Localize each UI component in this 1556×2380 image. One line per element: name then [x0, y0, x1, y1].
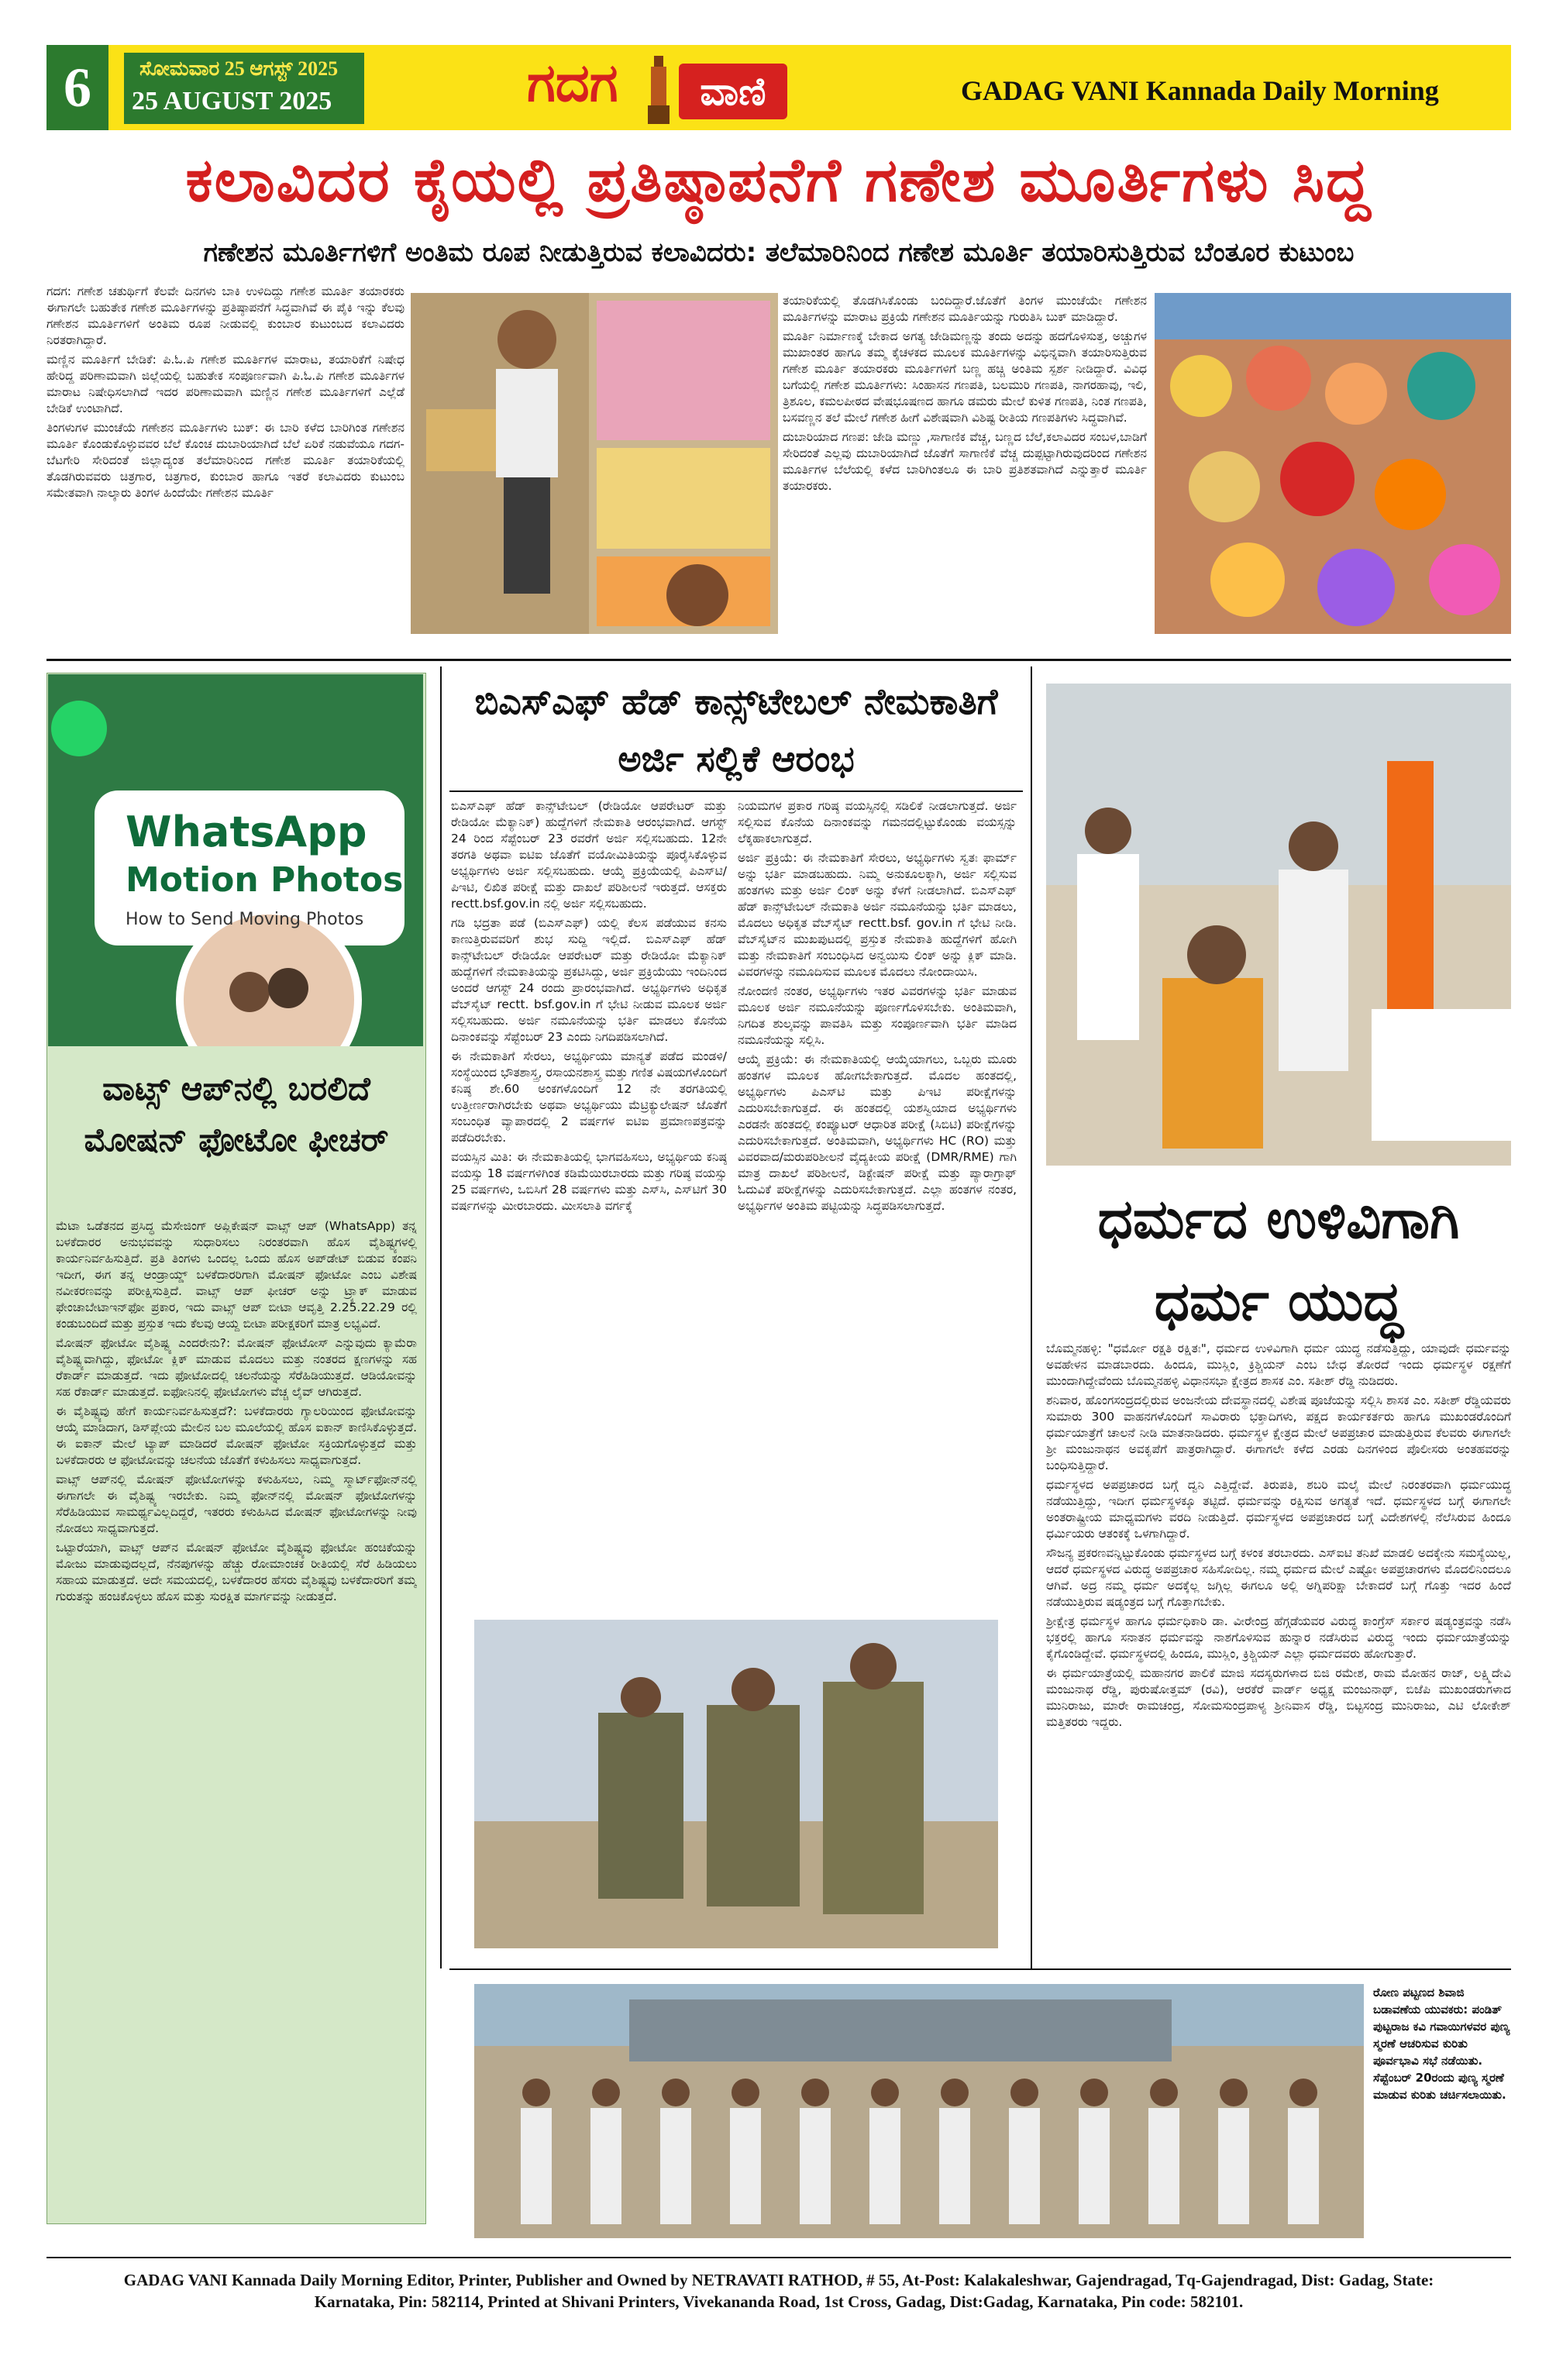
rally-illustration — [1046, 684, 1511, 1166]
paragraph: ಮೆಟಾ ಒಡೆತನದ ಪ್ರಸಿದ್ಧ ಮೆಸೇಜಿಂಗ್ ಅಪ್ಲಿಕೇಷನ್ ವಾಟ್ಸ್ ಆಪ್ (WhatsApp) ತನ್ನ ಬಳಕೆದಾರರ ಅನುಭವವನ್ನು ಸುಧಾರಿಸಲು ನಿರಂತರವಾಗಿ ಹೊಸ ವೈಶಿಷ್ಟ್ಯಗಳಲ್ಲಿ ಕಾರ್ಯನಿರ್ವಹಿಸುತ್ತಿದೆ. ಪ್ರತಿ ತಿಂಗಳು ಒಂದಲ್ಲ ಒಂದು ಹೊಸ ಅಪ್‌ಡೇಟ್ ಬಿಡುವ ಕಂಪನಿ ಇದೀಗ, ಈಗ ತನ್ನ ಆಂಡ್ರಾಯ್ಡ್ ಬಳಕೆದಾರರಿಗಾಗಿ ಮೋಷನ್ ಫೋಟೋ ಎಂಬ ವಿಶೇಷ ನವೀಕರಣವನ್ನು ಪರೀಕ್ಷಿಸುತ್ತಿದೆ. ವಾಟ್ಸ್ ಆಪ್ ಫೀಚರ್ ಅನ್ನು ಟ್ರ್ಯಾಕ್ ಮಾಡುವ ಫೇಂಚಾಬೇಟಾಇನ್‌ಫೋ ಪ್ರಕಾರ, ಇದು ವಾಟ್ಸ್ ಆಪ್ ಬೀಟಾ ಆವೃತ್ತಿ 2.25.22.29 ರಲ್ಲಿ ಕಂಡುಬಂದಿದೆ ಮತ್ತು ಪ್ರಸ್ತುತ ಇದು ಕೆಲವು ಆಯ್ದ ಬೀಟಾ ಪರೀಕ್ಷಕರಿಗೆ ಮಾತ್ರ ಲಭ್ಯವಿದೆ. — [56, 1219, 417, 1331]
column-rule — [440, 666, 442, 1968]
section-rule — [46, 659, 1511, 661]
paragraph: ಶ್ರೀಕ್ಷೇತ್ರ ಧರ್ಮಸ್ಥಳ ಹಾಗೂ ಧರ್ಮಧಿಕಾರಿ ಡಾ. ವೀರೇಂದ್ರ ಹೆಗ್ಗಡೆಯವರ ವಿರುದ್ಧ ಕಾಂಗ್ರೆಸ್ ಸರ್ಕಾರ ಷಡ್ಯಂತ್ರವನ್ನು ನಡೆಸಿ ಭಕ್ತರಲ್ಲಿ ಹಾಗೂ ಸನಾತನ ಧರ್ಮವನ್ನು ನಾಶಗೊಳಿಸುವ ಹುನ್ನಾರ ನಡೆಸಿರುವ ವಿರುದ್ಧ ಇಂದು ಧರ್ಮಯಾತ್ರೆಯನ್ನು ಕೈಗೊಂಡಿದ್ದೇವೆ. ಧರ್ಮಸ್ಥಳದಲ್ಲಿ ಹಿಂದೂ, ಮುಸ್ಲಿಂ, ಕ್ರಿಶ್ಚಿಯನ್ ಎಲ್ಲಾ ಧರ್ಮದವರು ಹೋಗುತ್ತಾರೆ. — [1046, 1614, 1511, 1661]
paragraph: ವಯಸ್ಸಿನ ಮಿತಿ: ಈ ನೇಮಕಾತಿಯಲ್ಲಿ ಭಾಗವಹಿಸಲು, ಅಭ್ಯರ್ಥಿಯ ಕನಿಷ್ಠ ವಯಸ್ಸು 18 ವರ್ಷಗಳಿಗಿಂತ ಕಡಿಮೆಯಿರಬಾರದು ಮತ್ತು ಗರಿಷ್ಠ ವಯಸ್ಸು 25 ವರ್ಷಗಳು, ಒಬಿಸಿಗೆ 28 ವರ್ಷಗಳು ಮತ್ತು ಎಸ್‌ಸಿ, ಎಸ್‌ಟಿಗೆ 30 ವರ್ಷಗಳನ್ನು ಮೀರಬಾರದು. ಮೀಸಲಾತಿ ವರ್ಗಕ್ಕೆ — [451, 1150, 727, 1213]
paragraph: ತಿಂಗಳುಗಳ ಮುಂಚೆಯೆ ಗಣೇಶನ ಮೂರ್ತಿಗಳು ಬುಕ್: ಈ ಬಾರಿ ಕಳೆದ ಬಾರಿಗಿಂತ ಗಣೇಶನ ಮೂರ್ತಿ ಕೊಂಡುಕೊಳ್ಳುವವರ ಬೆಲೆ ಕೊಂಚ ದುಬಾರಿಯಾಗಿದೆ ಬೆಲೆ ಏರಿಕೆ ನಡುವೆಯೂ ಗದಗ-ಬೆಟಗೇರಿ ಸೇರಿದಂತೆ ಜಿಲ್ಲಾದ್ಯಂತ ತಲೆಮಾರಿನಿಂದ ಗಣೇಶ ಮೂರ್ತಿ ತಯಾರಿಕೆಯಲ್ಲಿ ತೊಡಗಿರುವವರು ಚಿತ್ರಗಾರ, ಚಿತ್ರಗಾರ, ಕುಂಬಾರ ಹಾಗೂ ಇತರೆ ಕಲಾವಿದರು ಕುಟುಂಬ ಸಮೇತವಾಗಿ ನಾಲ್ಕಾರು ತಿಂಗಳ ಹಿಂದೆಯೇ ಗಣೇಶನ ಮೂರ್ತಿ — [46, 421, 404, 500]
artisan-photo-illustration — [411, 293, 778, 634]
column-rule — [1031, 666, 1032, 1968]
imprint-line-2: Karnataka, Pin: 582114, Printed at Shivani Printers, Vivekananda Road, 1st Cross, Gadag, Dist:Gadag, Karnataka, Pin code: 582101. — [314, 2292, 1244, 2311]
bsf-rule — [449, 790, 1023, 792]
paragraph: ಒಟ್ಟಾರೆಯಾಗಿ, ವಾಟ್ಸ್ ಆಪ್‌ನ ಮೋಷನ್ ಫೋಟೋ ವೈಶಿಷ್ಟ್ಯವು ಫೋಟೋ ಹಂಚಿಕೆಯನ್ನು ಮೋಜು ಮಾಡುವುದಲ್ಲದೆ, ನೆನಪುಗಳನ್ನು ಹೆಚ್ಚು ರೋಮಾಂಚಕ ರೀತಿಯಲ್ಲಿ ಸೆರೆ ಹಿಡಿಯಲು ಸಹಾಯ ಮಾಡುತ್ತದೆ. ಅದೇ ಸಮಯದಲ್ಲಿ, ಬಳಕೆದಾರರ ಹೆಸರು ವೈಶಿಷ್ಟ್ಯವು ಬಳಕೆದಾರರಿಗೆ ತಮ್ಮ ಗುರುತನ್ನು ಹಂಚಿಕೊಳ್ಳಲು ಹೊಸ ಮತ್ತು ಸುರಕ್ಷಿತ ಮಾರ್ಗವನ್ನು ನೀಡುತ್ತದೆ. — [56, 1541, 417, 1603]
paragraph: ಗಡಿ ಭದ್ರತಾ ಪಡೆ (ಬಿಎಸ್‌ಎಫ್) ಯಲ್ಲಿ ಕೆಲಸ ಪಡೆಯುವ ಕನಸು ಕಾಣುತ್ತಿರುವವರಿಗೆ ಶುಭ ಸುದ್ದಿ ಇಲ್ಲಿದೆ. ಬಿಎಸ್‌ಎಫ್ ಹೆಡ್ ಕಾನ್ಸ್‌ಟೇಬಲ್ ರೇಡಿಯೋ ಆಪರೇಟರ್ ಮತ್ತು ರೇಡಿಯೋ ಮೆಕ್ಯಾನಿಕ್ ಹುದ್ದೆಗಳಿಗೆ ನೇಮಕಾತಿಯನ್ನು ಪ್ರಕಟಿಸಿದ್ದು, ಅರ್ಜಿ ಪ್ರಕ್ರಿಯೆಯು ಇಂದಿನಿಂದ ಅಂದರೆ ಆಗಸ್ಟ್ 24 ರಂದು ಪ್ರಾರಂಭವಾಗಿದೆ. ಅಭ್ಯರ್ಥಿಗಳು ಅಧಿಕೃತ ವೆಬ್‌ಸೈಟ್ rectt. bsf.gov.in ಗೆ ಭೇಟಿ ನೀಡುವ ಮೂಲಕ ಅರ್ಜಿ ಸಲ್ಲಿಸಬಹುದು. ಅರ್ಜಿ ನಮೂನೆಯನ್ನು ಭರ್ತಿ ಮಾಡಲು ಕೊನೆಯ ದಿನಾಂಕವನ್ನು ಸೆಪ್ಟೆಂಬರ್ 23 ಎಂದು ನಿಗದಿಪಡಿಸಲಾಗಿದೆ. — [451, 916, 727, 1044]
section-rule — [449, 1968, 1511, 1970]
whatsapp-body — [56, 1218, 417, 2216]
paragraph: ಈ ಧರ್ಮಯಾತ್ರೆಯಲ್ಲಿ ಮಹಾನಗರ ಪಾಲಿಕೆ ಮಾಜಿ ಸದಸ್ಯರುಗಳಾದ ಬಿಜಿ ರಮೇಶ, ರಾಮ ಮೋಹನ ರಾಜ್, ಲಕ್ಷ್ಮಿದೇವಿ ಮಂಜುನಾಥ ರೆಡ್ಡಿ, ಪುರುಷೋತ್ತಮ್ (ರವಿ), ಆರಕೆರೆ ವಾರ್ಡ್ ಅಧ್ಯಕ್ಷ ಮಂಜುನಾಥ್, ಬಿಜೆಪಿ ಮುಖಂಡರುಗಳಾದ ಮುನಿರಾಜು, ಮಾರೇ ರಾಮಚಂದ್ರ, ಸೋಮಸುಂದ್ರಪಾಳ್ಯ ಶ್ರೀನಿವಾಸ ರೆಡ್ಡಿ, ಬಿಟ್ಟಸಂದ್ರ ಮುನಿರಾಜು, ಎಟಿ ಲೋಕೇಶ್ ಮತ್ತಿತರರು ಇದ್ದರು. — [1046, 1666, 1511, 1729]
paragraph: ಧರ್ಮಸ್ಥಳದ ಅಪಪ್ರಚಾರದ ಬಗ್ಗೆ ದ್ವನಿ ಎತ್ತಿದ್ದೇವೆ. ತಿರುಪತಿ, ಶಬರಿ ಮಲೈ ಮೇಲೆ ನಿರಂತರವಾಗಿ ಧರ್ಮಯುದ್ಧ ನಡೆಯುತ್ತಿದ್ದು, ಇದೀಗ ಧರ್ಮಸ್ಥಳಕ್ಕೂ ತಟ್ಟಿದೆ. ಧರ್ಮವನ್ನು ರಕ್ಷಿಸುವ ಅಗತ್ಯತೆ ಇದೆ. ಧರ್ಮಸ್ಥಳದ ಬಗ್ಗೆ ಈಗಾಗಲೇ ಅಂತರಾಷ್ಟ್ರೀಯ ಮಾಧ್ಯಮಗಳು ವರದಿ ನೀಡುತ್ತಿದೆ. ಧರ್ಮಸ್ಥಳದ ಅಪಪ್ರಚಾರದ ಬಗ್ಗೆ ವಿದೇಶಗಳಲ್ಲಿ ನೆಲೆಸಿರುವ ಹಿಂದೂ ಧರ್ಮಿಯರು ಆತಂಕಕ್ಕೆ ಒಳಗಾಗಿದ್ದಾರೆ. — [1046, 1478, 1511, 1541]
lead-headline: ಕಲಾವಿದರ ಕೈಯಲ್ಲಿ ಪ್ರತಿಷ್ಠಾಪನೆಗೆ ಗಣೇಶ ಮೂರ್ತಿಗಳು ಸಿದ್ದ — [185, 146, 1372, 215]
paragraph: ಆಯ್ಕೆ ಪ್ರಕ್ರಿಯೆ: ಈ ನೇಮಕಾತಿಯಲ್ಲಿ ಆಯ್ಕೆಯಾಗಲು, ಒಬ್ಬರು ಮೂರು ಹಂತಗಳ ಮೂಲಕ ಹೋಗಬೇಕಾಗುತ್ತದೆ. ಮೊದಲ ಹಂತದಲ್ಲಿ, ಅಭ್ಯರ್ಥಿಗಳು ಪಿಎಸ್‌ಟಿ ಮತ್ತು ಪಿಇಟಿ ಪರೀಕ್ಷೆಗಳನ್ನು ಎದುರಿಸಬೇಕಾಗುತ್ತದೆ. ಈ ಹಂತದಲ್ಲಿ ಯಶಸ್ವಿಯಾದ ಅಭ್ಯರ್ಥಿಗಳು ಎರಡನೇ ಹಂತದಲ್ಲಿ ಕಂಪ್ಯೂಟರ್ ಆಧಾರಿತ ಪರೀಕ್ಷೆ (ಸಿಬಿಟಿ) ಪರೀಕ್ಷೆಗಳನ್ನು ಎದುರಿಸಬೇಕಾಗುತ್ತದೆ. ಅಂತಿಮವಾಗಿ, ಅಭ್ಯರ್ಥಿಗಳು HC (RO) ಮತ್ತು ವಿವರವಾದ/ಮರುಪರಿಶೀಲನೆ ವೈದ್ಯಕೀಯ ಪರೀಕ್ಷೆ (DMR/RME) ಗಾಗಿ ಮಾತ್ರ ದಾಖಲೆ ಪರಿಶೀಲನೆ, ಡಿಕ್ಟೇಷನ್ ಪರೀಕ್ಷೆ ಮತ್ತು ಪ್ಯಾರಾಗ್ರಾಫ್ ಓದುವಿಕೆ ಪರೀಕ್ಷೆಗಳನ್ನು ಎದುರಿಸಬೇಕಾಗುತ್ತದೆ. ಎಲ್ಲಾ ಹಂತಗಳ ನಂತರ, ಅಭ್ಯರ್ಥಿಗಳ ಅಂತಿಮ ಪಟ್ಟಿಯನ್ನು ಸಿದ್ಧಪಡಿಸಲಾಗುತ್ತದೆ. — [738, 1052, 1017, 1213]
bsf-headline: ಬಿಎಸ್‌ಎಫ್ ಹೆಡ್ ಕಾನ್ಸ್‌ಟೇಬಲ್ ನೇಮಕಾತಿಗೆ ಅರ್ಜಿ ಸಲ್ಲಿಕೆ ಆರಂಭ — [474, 680, 998, 780]
group-photo-caption: ರೋಣ ಪಟ್ಟಣದ ಶಿವಾಜಿ ಬಡಾವಣೆಯ ಯುವಕರು: ಪಂಡಿತ್ ಪುಟ್ಟರಾಜ ಕವಿ ಗವಾಯಿಗಳವರ ಪುಣ್ಯ ಸ್ಮರಣೆ ಆಚರಿಸುವ ಕುರಿತು ಪೂರ್ವಭಾವಿ ಸಭೆ ನಡೆಯಿತು. ಸೆಪ್ಟೆಂಬರ್ 20ರಂದು ಪುಣ್ಯ ಸ್ಮರಣೆ ಮಾಡುವ ಕುರಿತು ಚರ್ಚಿಸಲಾಯಿತು. — [1373, 1986, 1510, 2102]
lead-photo-idols — [1155, 293, 1511, 634]
paragraph: ಮೋಷನ್ ಫೋಟೋ ವೈಶಿಷ್ಟ್ಯ ಎಂದರೇನು?: ಮೋಷನ್ ಫೋಟೋಸ್ ಎನ್ನುವುದು ಕ್ಯಾಮೆರಾ ವೈಶಿಷ್ಟ್ಯವಾಗಿದ್ದು, ಫೋಟೋ ಕ್ಲಿಕ್ ಮಾಡುವ ಮೊದಲು ಮತ್ತು ನಂತರದ ಕ್ಷಣಗಳನ್ನು ಸಹ ರೆಕಾರ್ಡ್ ಮಾಡುತ್ತದೆ. ಇದು ಫೋಟೋದಲ್ಲಿ ಚಲನೆಯನ್ನು ಸೆರೆಹಿಡಿಯುತ್ತದೆ. ಆಡಿಯೋವನ್ನು ಸಹ ರೆಕಾರ್ಡ್ ಮಾಡುತ್ತದೆ. ಐಫೋನಿನಲ್ಲಿ ಫೋಟೋಗಳು ವೆಚ್ಚ ಲೈವ್ ಆಗಿರುತ್ತದೆ. — [56, 1336, 417, 1399]
date-english: 25 AUGUST 2025 — [132, 87, 332, 115]
bsf-soldiers-photo — [474, 1620, 998, 1948]
logo-vani: ವಾಣಿ — [679, 64, 787, 119]
paragraph: ಮಣ್ಣಿನ ಮೂರ್ತಿಗೆ ಬೇಡಿಕೆ: ಪಿ.ಓ.ಪಿ ಗಣೇಶ ಮೂರ್ತಿಗಳ ಮಾರಾಟ, ತಯಾರಿಕೆಗೆ ನಿಷೇಧ ಹೇರಿದ್ದ ಪರಿಣಾಮವಾಗಿ ಜಿಲ್ಲೆಯಲ್ಲಿ ಬಹುತೇಕ ಸಂಪೂರ್ಣವಾಗಿ ಪಿ.ಓ.ಪಿ ಗಣೇಶ ಮೂರ್ತಿಗಳ ಮಾರಾಟ ನಿಷೇಧಿಸಲಾಗಿದೆ ಇದರ ಪರಿಣಾಮವಾಗಿ ಮಣ್ಣಿನ ಗಣೇಶ ಮೂರ್ತಿಗಳಿಗೆ ಎಲ್ಲೆಡೆ ಬೇಡಿಕೆ ಉಂಟಾಗಿದೆ. — [46, 353, 404, 415]
page-number: 6 — [46, 45, 108, 130]
paragraph: ಈ ವೈಶಿಷ್ಟ್ಯವು ಹೇಗೆ ಕಾರ್ಯನಿರ್ವಹಿಸುತ್ತದೆ?: ಬಳಕೆದಾರರು ಗ್ಯಾಲರಿಯಿಂದ ಫೋಟೋವನ್ನು ಆಯ್ಕೆ ಮಾಡಿದಾಗ, ಡಿಸ್‌ಪ್ಲೇಯ ಮೇಲಿನ ಬಲ ಮೂಲೆಯಲ್ಲಿ ಹೊಸ ಐಕಾನ್ ಕಾಣಿಸಿಕೊಳ್ಳುತ್ತದೆ. ಈ ಐಕಾನ್ ಮೇಲೆ ಟ್ಯಾಪ್ ಮಾಡಿದರೆ ಮೋಷನ್ ಫೋಟೋ ಸಕ್ರಿಯಗೊಳ್ಳುತ್ತದೆ ಮತ್ತು ಬಳಕೆದಾರರು ಆ ಫೋಟೋವನ್ನು ಚಲನೆಯ ಜೊತೆಗೆ ಕಳುಹಿಸಲು ಸಾಧ್ಯವಾಗುತ್ತದೆ. — [56, 1404, 417, 1467]
logo-text: ಗದಗ — [527, 53, 618, 114]
paragraph: ವಾಟ್ಸ್ ಆಪ್‌ನಲ್ಲಿ ಮೋಷನ್ ಫೋಟೋಗಳನ್ನು ಕಳುಹಿಸಲು, ನಿಮ್ಮ ಸ್ಮಾರ್ಟ್‌ಫೋನ್‌ನಲ್ಲಿ ಈಗಾಗಲೇ ಈ ವೈಶಿಷ್ಟ್ಯ ಇರಬೇಕು. ನಿಮ್ಮ ಫೋನ್‌ನಲ್ಲಿ ಮೋಷನ್ ಫೋಟೋಗಳನ್ನು ಸೆರೆಹಿಡಿಯುವ ಸಾಮರ್ಥ್ಯವಿಲ್ಲದಿದ್ದರೆ, ಇತರರು ಕಳುಹಿಸಿದ ಮೋಷನ್ ಫೋಟೋಗಳನ್ನು ನೀವು ನೋಡಲು ಸಾಧ್ಯವಾಗುತ್ತದೆ. — [56, 1472, 417, 1535]
ganesha-idols-illustration — [1155, 293, 1511, 634]
paragraph: ಬಿಎಸ್‌ಎಫ್ ಹೆಡ್ ಕಾನ್ಸ್‌ಟೇಬಲ್ (ರೇಡಿಯೋ ಆಪರೇಟರ್ ಮತ್ತು ರೇಡಿಯೋ ಮೆಕ್ಯಾನಿಕ್) ಹುದ್ದೆಗಳಿಗೆ ನೇಮಕಾತಿ ಆರಂಭವಾಗಿದೆ. ಆಗಸ್ಟ್ 24 ರಿಂದ ಸೆಪ್ಟೆಂಬರ್ 23 ರವರೆಗೆ ಅರ್ಜಿ ಸಲ್ಲಿಸಬಹುದು. 12ನೇ ತರಗತಿ ಅಥವಾ ಐಟಿಐ ಜೊತೆಗೆ ವಯೋಮಿತಿಯನ್ನು ಪೂರೈಸಿಕೊಳ್ಳುವ ಅಭ್ಯರ್ಥಿಗಳು ಅರ್ಜಿ ಸಲ್ಲಿಸಬಹುದು. ಆಯ್ಕೆ ಪ್ರಕ್ರಿಯೆಯಲ್ಲಿ ಪಿಎಸ್‌ಟಿ/ ಪಿಇಟಿ, ಲಿಖಿತ ಪರೀಕ್ಷೆ ಮತ್ತು ದಾಖಲೆ ಪರಿಶೀಲನೆ ಇರುತ್ತದೆ. ಆಸಕ್ತರು rectt.bsf.gov.in ನಲ್ಲಿ ಅರ್ಜಿ ಸಲ್ಲಿಸಬಹುದು. — [451, 799, 727, 911]
lead-photo-artisans — [411, 293, 778, 634]
dharma-body — [1046, 1341, 1511, 1961]
group-photo — [474, 1984, 1364, 2238]
paragraph: ಶನಿವಾರ, ಹೊಂಗಸಂದ್ರದಲ್ಲಿರುವ ಅಂಜನೇಯ ದೇವಸ್ಥಾನದಲ್ಲಿ ವಿಶೇಷ ಪೂಜೆಯನ್ನು ಸಲ್ಲಿಸಿ ಶಾಸಕ ಎಂ. ಸತೀಶ್ ರೆಡ್ಡಿಯವರು ಸುಮಾರು 300 ವಾಹನಗಳೊಂದಿಗೆ ಸಾವಿರಾರು ಭಕ್ತಾದಿಗಳು, ಪಕ್ಷದ ಕಾರ್ಯಕರ್ತರು ಹಾಗೂ ಮುಖಂಡರೊಂದಿಗೆ ಧರ್ಮಯಾತ್ರೆಗೆ ಚಾಲನೆ ನೀಡಿ ಮಾತನಾಡಿದರು. ಧರ್ಮಸ್ಥಳ ಕ್ಷೇತ್ರದ ಮೇಲೆ ಅಪಪ್ರಚಾರ ಮಾಡುತ್ತಿರುವ ಕೆಲವರು ಈಗಾಗಲೇ ಶ್ರೀ ಮಂಜುನಾಥನ ಅವಕೃಪೆಗೆ ಪಾತ್ರರಾಗಿದ್ದಾರೆ. ಈಗಾಗಲೇ ಕಳೆದ ಎರಡು ದಿನಗಳಿಂದ ಪೊಲೀಸರು ಅಂತಹವರನ್ನು ಬಂಧಿಸುತ್ತಿದ್ದಾರೆ. — [1046, 1393, 1511, 1472]
paragraph: ಅರ್ಜಿ ಪ್ರಕ್ರಿಯೆ: ಈ ನೇಮಕಾತಿಗೆ ಸೇರಲು, ಅಭ್ಯರ್ಥಿಗಳು ಸ್ವತಃ ಫಾರ್ಮ್ ಅನ್ನು ಭರ್ತಿ ಮಾಡಬಹುದು. ನಿಮ್ಮ ಅನುಕೂಲಕ್ಕಾಗಿ, ಅರ್ಜಿ ಸಲ್ಲಿಸುವ ಹಂತಗಳು ಮತ್ತು ಅರ್ಜಿ ಲಿಂಕ್ ಅನ್ನು ಕೆಳಗೆ ನೀಡಲಾಗಿದೆ. ಬಿಎಸ್‌ಎಫ್ ಹೆಡ್ ಕಾನ್ಸ್‌ಟೇಬಲ್ ನೇಮಕಾತಿ ಅರ್ಜಿ ನಮೂನೆಯನ್ನು ಭರ್ತಿ ಮಾಡಲು, ಮೊದಲು ಅಧಿಕೃತ ವೆಬ್‌ಸೈಟ್ rectt.bsf. gov.in ಗೆ ಭೇಟಿ ನೀಡಿ. ವೆಬ್‌ಸೈಟ್‌ನ ಮುಖಪುಟದಲ್ಲಿ ಪ್ರಸ್ತುತ ನೇಮಕಾತಿ ಹುದ್ದೆಗಳಿಗೆ ಹೋಗಿ ಮತ್ತು ನೇಮಕಾತಿಗೆ ಸಂಬಂಧಿಸಿದ ಅನ್ವಯಿಸು ಲಿಂಕ್ ಅನ್ನು ಕ್ಲಿಕ್ ಮಾಡಿ. ವಿವರಗಳನ್ನು ನಮೂದಿಸುವ ಮೂಲಕ ಮೊದಲು ನೋಂದಾಯಿಸಿ. — [738, 851, 1017, 979]
newspaper-logo — [527, 48, 790, 127]
group-illustration — [474, 1984, 1364, 2238]
lead-column-1 — [46, 284, 404, 648]
whatsapp-image-title-2: Motion Photos — [126, 860, 404, 900]
whatsapp-headline: ವಾಟ್ಸ್ ಆಪ್‌ನಲ್ಲಿ ಬರಲಿದೆ ಮೋಷನ್ ಫೋಟೋ ಫೀಚರ್ — [84, 1069, 389, 1159]
paragraph: ನೋಂದಣಿ ನಂತರ, ಅಭ್ಯರ್ಥಿಗಳು ಇತರ ವಿವರಗಳನ್ನು ಭರ್ತಿ ಮಾಡುವ ಮೂಲಕ ಅರ್ಜಿ ನಮೂನೆಯನ್ನು ಪೂರ್ಣಗೊಳಿಸಬೇಕು. ಅಂತಿಮವಾಗಿ, ನಿಗದಿತ ಶುಲ್ಕವನ್ನು ಪಾವತಿಸಿ ಮತ್ತು ಸಂಪೂರ್ಣವಾಗಿ ಭರ್ತಿ ಮಾಡಿದ ನಮೂನೆಯನ್ನು ಸಲ್ಲಿಸಿ. — [738, 984, 1017, 1047]
dharma-headline: ಧರ್ಮದ ಉಳಿವಿಗಾಗಿ ಧರ್ಮ ಯುದ್ಧ — [1097, 1187, 1460, 1333]
imprint-line-1: GADAG VANI Kannada Daily Morning Editor, Printer, Publisher and Owned by NETRAVATI RATHOD, # 55, At-Post: Kalakaleshwar, Gajendragad, Tq-Gajendragad, Dist: Gadag, State: — [123, 2271, 1434, 2289]
paragraph: ನಿಯಮಗಳ ಪ್ರಕಾರ ಗರಿಷ್ಠ ವಯಸ್ಸಿನಲ್ಲಿ ಸಡಿಲಿಕೆ ನೀಡಲಾಗುತ್ತದೆ. ಅರ್ಜಿ ಸಲ್ಲಿಸುವ ಕೊನೆಯ ದಿನಾಂಕವನ್ನು ಗಮನದಲ್ಲಿಟ್ಟುಕೊಂಡು ವಯಸ್ಸನ್ನು ಲೆಕ್ಕಹಾಕಲಾಗುತ್ತದೆ. — [738, 799, 1017, 846]
paragraph: ತಯಾರಿಕೆಯಲ್ಲಿ ತೊಡಗಿಸಿಕೊಂಡು ಬಂದಿದ್ದಾರೆ.ಜೊತೆಗೆ ತಿಂಗಳ ಮುಂಚೆಯೇ ಗಣೇಶನ ಮೂರ್ತಿಗಳನ್ನು ಮಾರಾಟ ಪ್ರಕ್ರಿಯೆ ಗಣೇಶನ ಮೂರ್ತಿಯನ್ನು ಗುರುತಿಸಿ ಬುಕ್ ಮಾಡಿದ್ದಾರೆ. — [783, 294, 1147, 324]
whatsapp-feature-image — [48, 674, 423, 1046]
paragraph: ಸೌಜನ್ಯ ಪ್ರಕರಣವನ್ನಿಟ್ಟುಕೊಂಡು ಧರ್ಮಸ್ಥಳದ ಬಗ್ಗೆ ಕಳಂಕ ತರಬಾರದು. ಎಸ್‌ಐಟಿ ತನಿಖೆ ಮಾಡಲಿ ಅದಕ್ಕೇನು ಸಮಸ್ಯೆಯಿಲ್ಲ, ಆದರೆ ಧರ್ಮಸ್ಥಳದ ವಿರುದ್ಧ ಅಪಪ್ರಚಾರ ಸಹಿಸೋದಿಲ್ಲ. ನಮ್ಮ ಧರ್ಮದ ಮೇಲೆ ಎಷ್ಟೋ ಅಪಪ್ರಚಾರಗಳು ಮೊದಲಿನಿಂದಲೂ ಆಗಿವೆ. ಅದ್ರ ನಮ್ಮ ಧರ್ಮ ಅದಕ್ಕೆಲ್ಲ ಜಗ್ಗಿಲ್ಲ ಈಗಲೂ ಅಲ್ಲಿ ಅಗ್ನಿಪರಿಕ್ಷಾ ಬೇಕಾದರೆ ಬಗ್ಗೆ ಗೊತ್ತು ಇದರ ಹಿಂದೆ ನಡೆಯುತ್ತಿರುವ ಷಡ್ಯಂತ್ರದ ಬಗ್ಗೆ ಗೊತ್ತಾಗಬೇಕು. — [1046, 1546, 1511, 1609]
lead-column-2 — [783, 293, 1147, 634]
paragraph: ಈ ನೇಮಕಾತಿಗೆ ಸೇರಲು, ಅಭ್ಯರ್ಥಿಯು ಮಾನ್ಯತೆ ಪಡೆದ ಮಂಡಳಿ/ಸಂಸ್ಥೆಯಿಂದ ಭೌತಶಾಸ್ತ್ರ, ರಸಾಯನಶಾಸ್ತ್ರ ಮತ್ತು ಗಣಿತ ವಿಷಯಗಳೊಂದಿಗೆ ಕನಿಷ್ಠ ಶೇ.60 ಅಂಕಗಳೊಂದಿಗೆ 12 ನೇ ತರಗತಿಯಲ್ಲಿ ಉತ್ತೀರ್ಣರಾಗಿರಬೇಕು ಅಥವಾ ಅಭ್ಯರ್ಥಿಯು ಮೆಟ್ರಿಕ್ಯುಲೇಷನ್ ಜೊತೆಗೆ ಸಂಬಂಧಿತ ವ್ಯಾಪಾರದಲ್ಲಿ 2 ವರ್ಷಗಳ ಐಟಿಐ ಪ್ರಮಾಣಪತ್ರವನ್ನು ಪಡೆದಿರಬೇಕು. — [451, 1049, 727, 1145]
paragraph: ಬೊಮ್ಮನಹಳ್ಳಿ: "ಧರ್ಮೋ ರಕ್ಷತಿ ರಕ್ಷಿತಃ", ಧರ್ಮದ ಉಳಿವಿಗಾಗಿ ಧರ್ಮ ಯುದ್ಧ ನಡೆಸುತ್ತಿದ್ದು, ಯಾವುದೇ ಧರ್ಮವನ್ನು ಅವಹೇಳನ ಮಾಡಬಾರದು. ಹಿಂದೂ, ಮುಸ್ಲಿಂ, ಕ್ರಿಶ್ಚಿಯನ್ ಎಂಬ ಬೇಧ ತೋರದೆ ಇಂದು ಧರ್ಮಸ್ಥಳ ರಕ್ಷಣೆಗೆ ಮುಂದಾಗಿದ್ದೇವೆಂದು ಬೊಮ್ಮನಹಳ್ಳಿ ವಿಧಾನಸಭಾ ಕ್ಷೇತ್ರದ ಶಾಸಕ ಎಂ. ಸತೀಶ್ ರೆಡ್ಡಿ ನುಡಿದರು. — [1046, 1342, 1511, 1388]
paragraph: ದುಬಾರಿಯಾದ ಗಣಪ: ಜೇಡಿ ಮಣ್ಣು ,ಸಾಗಾಣಿಕ ವೆಚ್ಚ, ಬಣ್ಣದ ಬೆಲೆ,ಕಲಾವಿದರ ಸಂಬಳ,ಬಾಡಿಗೆ ಸೇರಿದಂತೆ ಎಲ್ಲವು ದುಬಾರಿಯಾಗಿದೆ ಜೊತೆಗೆ ಸಾಗಾಣಿಕೆ ವೆಚ್ಚ ದುಪ್ಪಟ್ಟಾಗಿರುವುದರಿಂದ ಗಣೇಶನ ಮೂರ್ತಿಗಳ ಬೆಲೆಯಲ್ಲಿ ಕಳೆದ ಬಾರಿಗಿಂತಲೂ ಈ ಬಾರಿ ಪ್ರತಿಶತವಾಗಿದೆ ಎನ್ನುತ್ತಾರೆ ಮೂರ್ತಿ ತಯಾರಕರು. — [783, 430, 1147, 493]
date-box — [124, 53, 364, 124]
lead-subhead: ಗಣೇಶನ ಮೂರ್ತಿಗಳಿಗೆ ಅಂತಿಮ ರೂಪ ನೀಡುತ್ತಿರುವ ಕಲಾವಿದರು: ತಲೆಮಾರಿನಿಂದ ಗಣೇಶ ಮೂರ್ತಿ ತಯಾರಿಸುತ್ತಿರುವ ಬೆಂತೂರ ಕುಟುಂಬ — [203, 237, 1355, 268]
paragraph: ಮೂರ್ತಿ ನಿರ್ಮಾಣಕ್ಕೆ ಬೇಕಾದ ಅಗತ್ಯ ಜೇಡಿಮಣ್ಣನ್ನು ತಂದು ಅದನ್ನು ಹದಗೊಳಿಸುತ್ತ, ಅಚ್ಚುಗಳ ಮುಖಾಂತರ ಹಾಗೂ ತಮ್ಮ ಕೈಚಳಕದ ಮೂಲಕ ಮೂರ್ತಿಗಳನ್ನು ವಿಭಿನ್ನವಾಗಿ ತಯಾರಿಸುತ್ತಿರುವ ಗಣೇಶ ಮೂರ್ತಿ ತಯಾರಕರು ಮೂರ್ತಿಗಳಿಗೆ ಬಣ್ಣ ಹಚ್ಚಿ ಅಂತಿಮ ಸ್ಪರ್ಶ ನೀಡಿದ್ದಾರೆ. ವಿವಿಧ ಬಗೆಯಲ್ಲಿ ಗಣೇಶ ಮೂರ್ತಿಗಳು: ಸಿಂಹಾಸನ ಗಣಪತಿ, ಬಲಮುರಿ ಗಣಪತಿ, ನಾಗರಹಾವು, ಇಲಿ, ತ್ರಿಶೂಲ, ಕಮಲಪೀಠದ ವೇಷಭೂಷಣದ ಹಾಗೂ ಡಮರು ಮೇಲೆ ಕುಳಿತ ಗಣಪತಿ, ನಿಂತ ಗಣಪತಿ, ಬಸವಣ್ಣನ ತಲೆ ಮೇಲೆ ಗಣೇಶ ಹೀಗೆ ವಿಶೇಷವಾಗಿ ವಿಶಿಷ್ಟ ರೀತಿಯ ಗಣಪತಿಗಳು ಸಿದ್ಧವಾಗಿವೆ. — [783, 329, 1147, 425]
whatsapp-image-subtitle: How to Send Moving Photos — [126, 910, 364, 929]
soldiers-illustration — [474, 1620, 998, 1948]
date-kannada: ಸೋಮವಾರ 25 ಆಗಸ್ಟ್ 2025 — [139, 57, 339, 80]
footer-rule — [46, 2257, 1511, 2258]
dharma-rally-photo — [1046, 684, 1511, 1166]
paragraph: ಗದಗ: ಗಣೇಶ ಚತುರ್ಥಿಗೆ ಕೆಲವೇ ದಿನಗಳು ಬಾಕಿ ಉಳಿದಿದ್ದು ಗಣೇಶ ಮೂರ್ತಿ ತಯಾರಕರು ಈಗಾಗಲೇ ಬಹುತೇಕ ಗಣೇಶ ಮೂರ್ತಿಗಳನ್ನು ಪ್ರತಿಷ್ಠಾಪನೆಗೆ ಸಿದ್ಧವಾಗಿವೆ ಈ ಪೈಕಿ ಇನ್ನು ಕೆಲವು ಗಣೇಶನ ಮೂರ್ತಿಗಳಿಗೆ ಅಂತಿಮ ರೂಪ ನೀಡುವಲ್ಲಿ ಕುಂಬಾರ ಕುಟುಂಬದ ಕಲಾವಿದರು ನಿರತರಾಗಿದ್ದಾರೆ. — [46, 284, 404, 347]
warrior-statue-icon — [643, 48, 674, 126]
imprint-footer — [46, 2269, 1511, 2313]
masthead-title: GADAG VANI Kannada Daily Morning — [961, 75, 1439, 106]
whatsapp-image-title: WhatsApp — [126, 808, 367, 856]
